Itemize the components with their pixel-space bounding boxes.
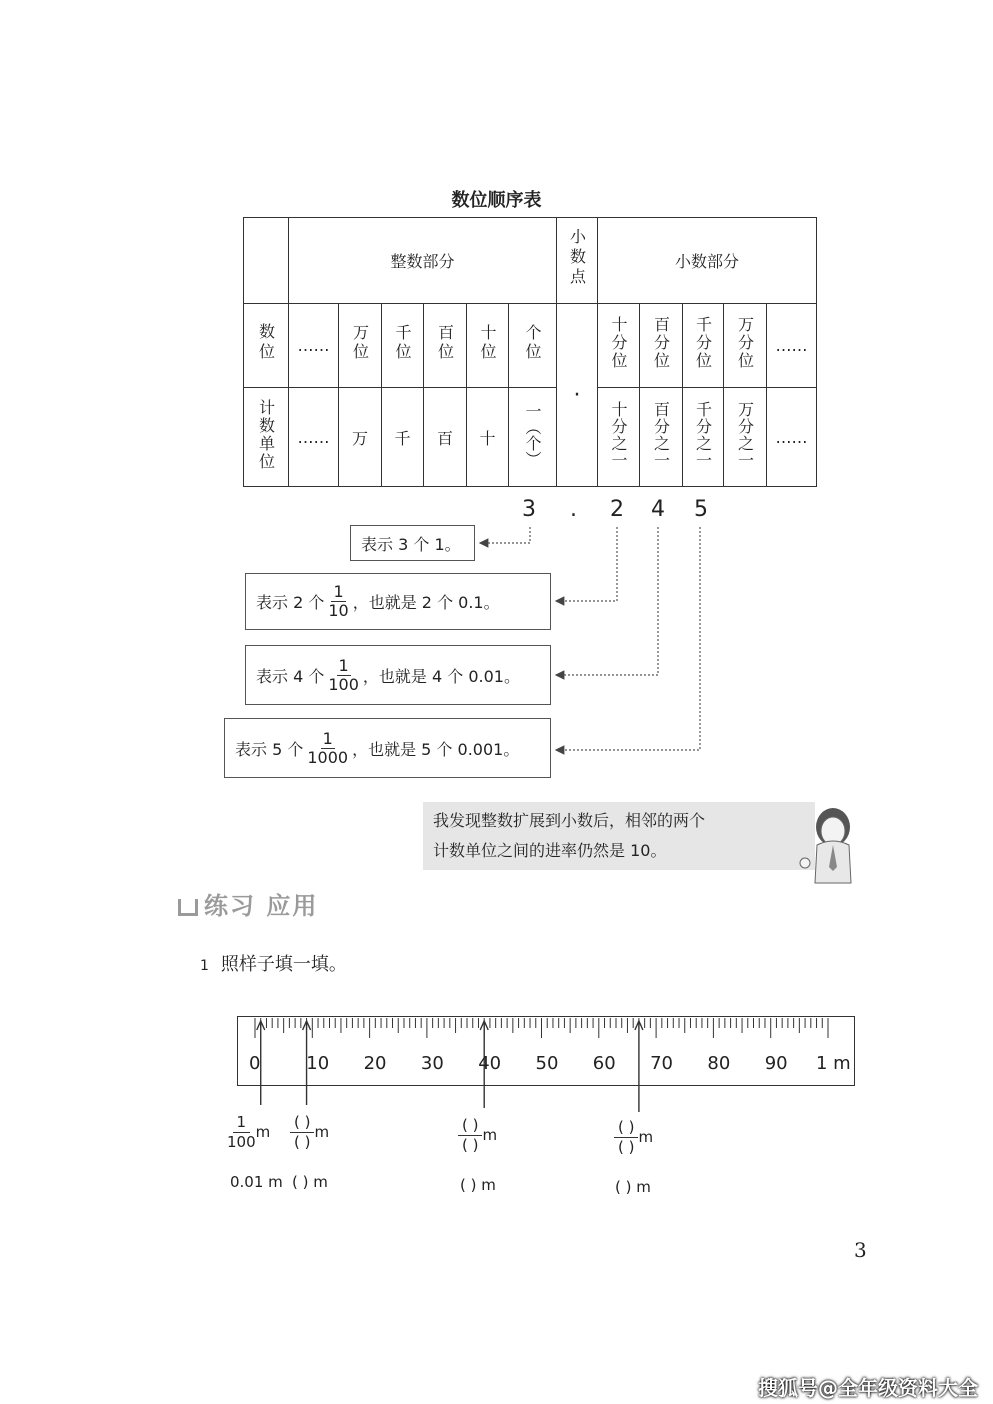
decimal-point-header: 小数点	[557, 218, 598, 304]
unit-ten: 十	[467, 388, 509, 487]
ruler-label: 1 m	[816, 1053, 851, 1074]
unit-ten-thousand: 万	[339, 388, 382, 487]
blank-fraction	[290, 1113, 314, 1152]
answer-blank-fraction-2[interactable]	[458, 1116, 497, 1155]
decimal-part-header: 小数部分	[598, 218, 817, 304]
ruler-label: 60	[592, 1053, 616, 1074]
explain-hundredths-suffix: ，也就是 4 个 0.01。	[362, 666, 520, 686]
answer-example-fraction	[227, 1113, 270, 1152]
table-title: 数位顺序表	[451, 190, 542, 211]
explain-tenths-prefix: 表示 2 个	[256, 593, 325, 612]
place-tenths: 十分位	[598, 304, 640, 388]
place-hundredths: 百分位	[640, 304, 683, 388]
ellipsis-left: ……	[289, 304, 339, 388]
explain-thousandths-suffix: ，也就是 5 个 0.001。	[352, 739, 520, 759]
frac-num: ( )	[290, 1113, 314, 1133]
frac-den: 1000	[307, 747, 349, 767]
answer-blank-decimal-1[interactable]: ( ) m	[292, 1173, 328, 1191]
ruler-label: 30	[420, 1053, 444, 1074]
frac-den: 10	[328, 601, 349, 620]
unit-hundred: 百	[424, 388, 467, 487]
speech-line-2: 计数单位之间的进率仍然是 10。	[433, 841, 667, 860]
ruler-label: 40	[478, 1053, 502, 1074]
unit-thousandth: 千分之一	[683, 388, 724, 487]
decimal-point-cell: ·	[557, 304, 598, 487]
unit-m: m	[482, 1126, 498, 1144]
ruler-label: 0	[249, 1053, 261, 1074]
place-ones: 个位	[509, 304, 557, 388]
ellipsis-left-unit: ……	[289, 388, 339, 487]
answer-blank-decimal-3[interactable]: ( ) m	[615, 1178, 651, 1196]
frac-num: 1	[333, 582, 344, 601]
example-fraction	[227, 1113, 256, 1152]
unit-m: m	[638, 1128, 654, 1146]
answer-blank-decimal-2[interactable]: ( ) m	[460, 1176, 496, 1194]
digit-thousandths: 5	[694, 497, 708, 522]
place-thousandths: 千分位	[683, 304, 724, 388]
blank-fraction	[614, 1118, 638, 1157]
explain-tenths-suffix: ，也就是 2 个 0.1。	[352, 593, 500, 612]
digit-point: .	[570, 497, 577, 522]
frac-den: ( )	[294, 1133, 311, 1151]
ruler-label: 10	[306, 1053, 330, 1074]
place-thousands: 千位	[382, 304, 424, 388]
unit-hundredth: 百分之一	[640, 388, 683, 487]
frac-num: 1	[338, 655, 349, 675]
ellipsis-right-unit: ……	[767, 388, 817, 487]
frac-num: ( )	[614, 1118, 638, 1138]
digit-ones: 3	[522, 497, 536, 522]
integer-part-header: 整数部分	[289, 218, 557, 304]
answer-blank-fraction-1[interactable]	[290, 1113, 329, 1152]
blank-fraction	[458, 1116, 482, 1155]
frac-den: 100	[328, 674, 359, 694]
question-text: 照样子填一填。	[220, 954, 347, 975]
question-number: 1	[200, 958, 209, 974]
unit-m: m	[314, 1123, 330, 1141]
row-label-place: 数位	[244, 304, 289, 388]
frac-den: ( )	[462, 1136, 479, 1154]
unit-tenth: 十分之一	[598, 388, 640, 487]
place-ten-thousands: 万位	[339, 304, 382, 388]
ruler-label: 70	[650, 1053, 673, 1074]
unit-m: m	[255, 1123, 271, 1141]
frac-den: 100	[227, 1133, 256, 1151]
ruler-label: 20	[363, 1053, 387, 1074]
explain-thousandths-prefix: 表示 5 个	[235, 739, 304, 759]
frac-num: 1	[233, 1113, 251, 1133]
answer-blank-fraction-3[interactable]	[614, 1118, 653, 1157]
section-title-text: 练习 应用	[204, 892, 319, 920]
watermark: 搜狐号@全年级资料大全	[758, 1376, 978, 1400]
frac-num: 1	[322, 728, 333, 748]
row-label-unit: 计数单位	[244, 388, 289, 487]
ellipsis-right: ……	[767, 304, 817, 388]
place-tens: 十位	[467, 304, 509, 388]
unit-one: 一（个）	[509, 388, 557, 487]
ruler-label: 50	[535, 1053, 559, 1074]
digit-hundredths: 4	[651, 497, 665, 522]
unit-ten-thousandth: 万分之一	[724, 388, 767, 487]
ruler-label: 90	[764, 1053, 788, 1074]
explain-hundredths-prefix: 表示 4 个	[256, 666, 325, 686]
ruler-label: 80	[707, 1053, 731, 1074]
page-number: 3	[854, 1238, 867, 1262]
frac-den: ( )	[618, 1138, 635, 1156]
digit-tenths: 2	[610, 497, 624, 522]
place-hundreds: 百位	[424, 304, 467, 388]
answer-example-decimal: 0.01 m	[230, 1173, 283, 1191]
frac-num: ( )	[458, 1116, 482, 1136]
unit-thousand: 千	[382, 388, 424, 487]
place-ten-thousandths: 万分位	[724, 304, 767, 388]
speech-line-1: 我发现整数扩展到小数后，相邻的两个	[433, 811, 706, 830]
explain-box-ones: 表示 3 个 1。	[350, 525, 475, 561]
